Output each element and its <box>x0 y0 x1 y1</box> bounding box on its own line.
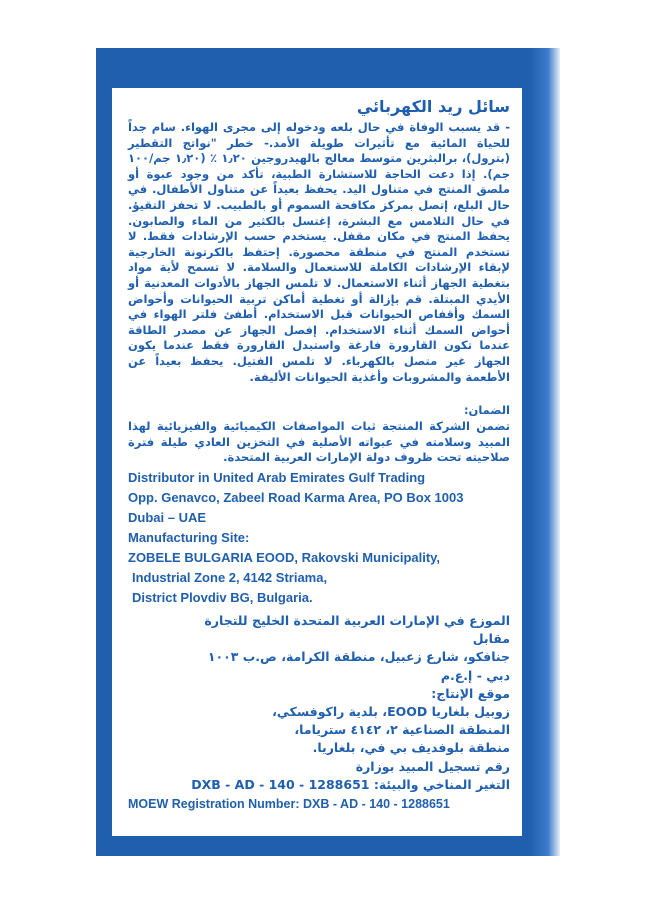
english-line: Distributor in United Arab Emirates Gulf Trading <box>128 470 426 485</box>
package-top-strip <box>96 48 560 88</box>
arabic-address-line: جنافكو، شارع زعبيل، منطقة الكرامة، ص.ب ١٠٠٣ <box>207 649 510 665</box>
arabic-address-line: زوبيل بلغاريا EOOD، بلدية راكوفسكي، <box>272 704 510 720</box>
arabic-address-line: دبي - إ.ع.م <box>440 667 510 683</box>
english-line: ZOBELE BULGARIA EOOD, Rakovski Municipality, <box>128 550 441 565</box>
arabic-address-line: مقابل <box>472 631 510 647</box>
english-line: Opp. Genavco, Zabeel Road Karma Area, PO Box 1003 <box>128 490 464 505</box>
guarantee-text-arabic: تضمن الشركة المنتجة ثبات المواصفات الكيميائية والفيزيائية لهذا المبيد وسلامته في عبواته الأصلية في التخزين العادي طيلة فترة صلاحيته تحت ظروف دولة الإمارات العربية المتحدة. <box>128 419 510 465</box>
english-line: Manufacturing Site: <box>128 530 250 545</box>
arabic-address-line: منطقة بلوفديف بي في، بلغاريا. <box>312 740 510 756</box>
arabic-address-block <box>128 612 510 794</box>
arabic-address-line: الموزع في الإمارات العربية المتحدة الخليج للتجارة <box>204 613 510 628</box>
english-line: Dubai – UAE <box>128 510 207 525</box>
english-line: District Plovdiv BG, Bulgaria. <box>132 590 313 605</box>
warning-text-arabic: - قد يسبب الوفاة في حال بلعه ودخوله إلى مجرى الهواء. سام جداً للحياة المائية مع تأثيرات طويلة الأمد.- خطر "نواتج التقطير (بترول)، برالبثرين متوسط معالج بالهيدروجين ١٫٢٠ ٪ (١٫٢٠ جم/١٠٠ جم). إذا دعت الحاجة للاستشارة الطبية، تأكد من وجود عبوة أو ملصق المنتج في متناول اليد. يحفظ بعيداً عن متناول الأطفال. في حال البلع، إتصل بمركز مكافحة السموم أو بالطبيب. لا تحفز التقيؤ. في حال التلامس مع البشرة، إغتسل بالكثير من الماء والصابون. يحفظ المنتج في مكان مقفل. يستخدم حسب الإرشادات فقط. لا تستخدم المنتج في منطقة محصورة. إحتفظ بالكرتونة الخارجية لإبقاء الإرشادات الكاملة للاستعمال والسلامة. لا تسمح لأية مواد بتغطية الجهاز أثناء الاستعمال. لا تلمس الجهاز بالأدوات المعدنية أو الأيدي المبتلة. قم بإزالة أو تغطية أماكن تربية الحيوانات وأحواض السمك وأقفاص الحيوانات قبل الاستخدام. أطفئ فلتر الهواء في أحواض السمك أثناء الاستخدام. إفصل الجهاز عن مصدر الطاقة عندما تكون القارورة فارغة واستبدل القارورة فقط عندما يكون الجهاز غير متصل بالكهرباء. لا تلمس الفتيل. يحفظ بعيداً عن الأطعمة والمشروبات وأغذية الحيوانات الأليفة. <box>128 120 510 384</box>
guarantee-heading-arabic: الضمان: <box>463 403 510 417</box>
arabic-address-line: موقع الإنتاج: <box>431 685 510 701</box>
english-line: Industrial Zone 2, 4142 Striama, <box>132 570 328 585</box>
arabic-address-line: التغير المناخي والبيئة: DXB - AD - 140 - 1288651 <box>191 776 510 792</box>
package-side-shade <box>530 48 560 856</box>
product-title-arabic: سائل ريد الكهربائي <box>356 97 510 116</box>
registration-number-english: MOEW Registration Number: DXB - AD - 140 - 1288651 <box>128 797 450 811</box>
arabic-address-line: رقم تسجيل المبيد بوزارة <box>355 758 510 774</box>
arabic-address-line: المنطقة الصناعية ٢، ٤١٤٢ سترياما، <box>294 722 510 738</box>
english-distributor-block <box>128 468 510 608</box>
